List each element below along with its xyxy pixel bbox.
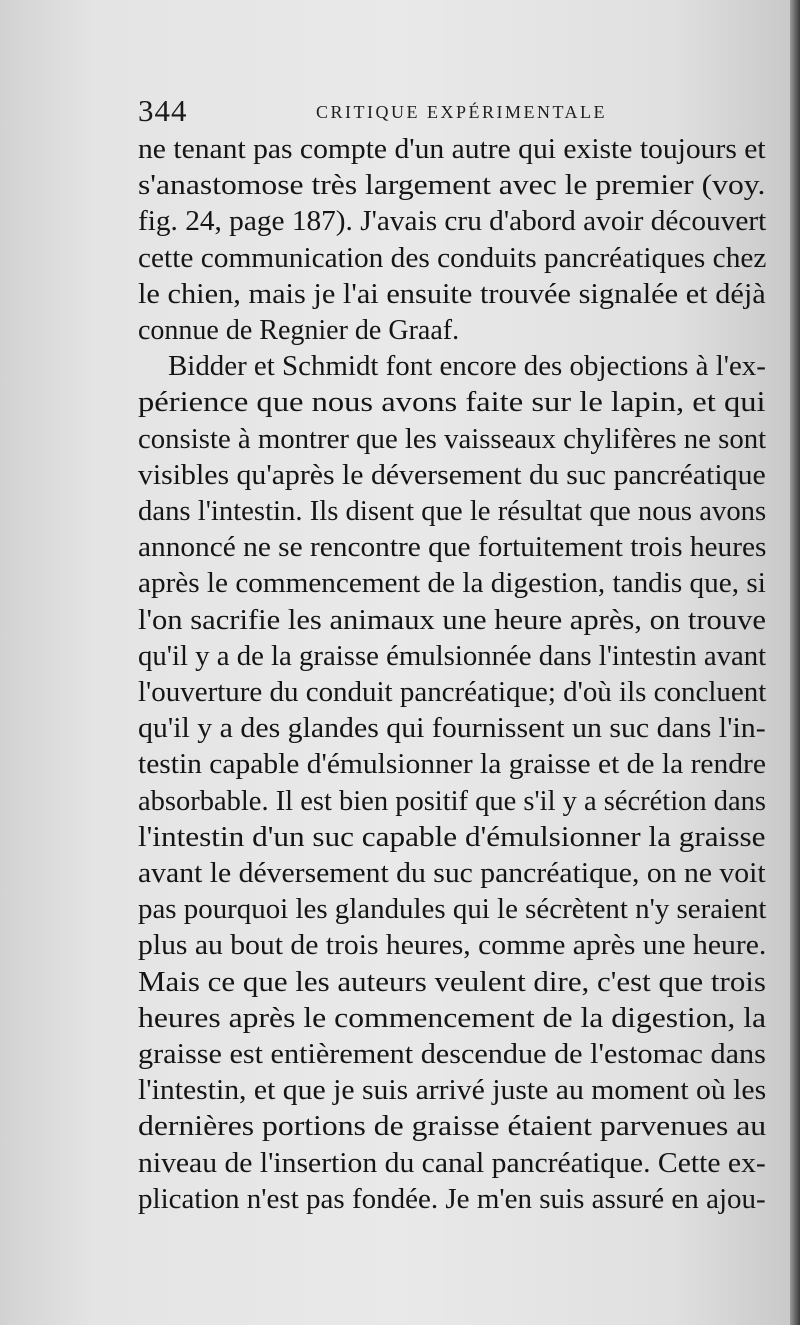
text-line: visibles qu'après le déversement du suc pancréatique (138, 459, 766, 491)
text-line: absorbable. Il est bien positif que s'il y a sécrétion dans (138, 785, 766, 817)
text-line: niveau de l'insertion du canal pancréatique. Cette ex- (138, 1147, 766, 1179)
text-line: l'intestin d'un suc capable d'émulsionner la graisse (138, 821, 766, 853)
text-line: plus au bout de trois heures, comme après une heure. (138, 930, 767, 962)
text-line: cette communication des conduits pancréatiques chez (138, 242, 767, 274)
page-edge-shadow (790, 0, 800, 1325)
text-line: dans l'intestin. Ils disent que le résultat que nous avons (138, 496, 767, 527)
text-line: avant le déversement du suc pancréatique, on ne voit (138, 858, 766, 889)
text-line: Bidder et Schmidt font encore des objections à l'ex- (168, 351, 766, 383)
text-line: annoncé ne se rencontre que fortuitement trois heures (138, 532, 767, 564)
running-head: CRITIQUE EXPÉRIMENTALE (316, 102, 608, 122)
text-line: l'intestin, et que je suis arrivé juste au moment où les (138, 1075, 767, 1107)
text-line: l'on sacrifie les animaux une heure après, on trouve (138, 604, 766, 636)
text-line: qu'il y a des glandes qui fournissent un suc dans l'in- (138, 713, 766, 745)
text-line: dernières portions de graisse étaient parvenues au (138, 1111, 767, 1143)
text-line: Mais ce que les auteurs veulent dire, c'est que trois (138, 966, 766, 998)
text-line: qu'il y a de la graisse émulsionnée dans l'intestin avant (138, 640, 767, 672)
text-line: fig. 24, page 187). J'avais cru d'abord avoir découvert (138, 206, 767, 238)
page-header (138, 93, 758, 129)
text-line: ne tenant pas compte d'un autre qui existe toujours et (138, 134, 766, 165)
page-number: 344 (138, 93, 188, 128)
text-line: l'ouverture du conduit pancréatique; d'où ils concluent (138, 677, 767, 708)
text-line: pas pourquoi les glandules qui le sécrètent n'y seraient (138, 894, 767, 926)
text-line: heures après le commencement de la digestion, la (138, 1002, 767, 1034)
text-line: après le commencement de la digestion, tandis que, si (138, 568, 766, 600)
text-line: connue de Regnier de Graaf. (138, 315, 460, 346)
text-line: consiste à montrer que les vaisseaux chylifères ne sont (138, 423, 767, 455)
text-line: s'anastomose très largement avec le premier (voy. (138, 170, 766, 202)
text-line: graisse est entièrement descendue de l'estomac dans (138, 1039, 766, 1070)
text-line: plication n'est pas fondée. Je m'en suis assuré en ajou- (138, 1183, 766, 1215)
text-line: testin capable d'émulsionner la graisse et de la rendre (138, 749, 766, 781)
text-line: périence que nous avons faite sur le lapin, et qui (138, 387, 766, 419)
text-line: le chien, mais je l'ai ensuite trouvée signalée et déjà (138, 278, 766, 310)
